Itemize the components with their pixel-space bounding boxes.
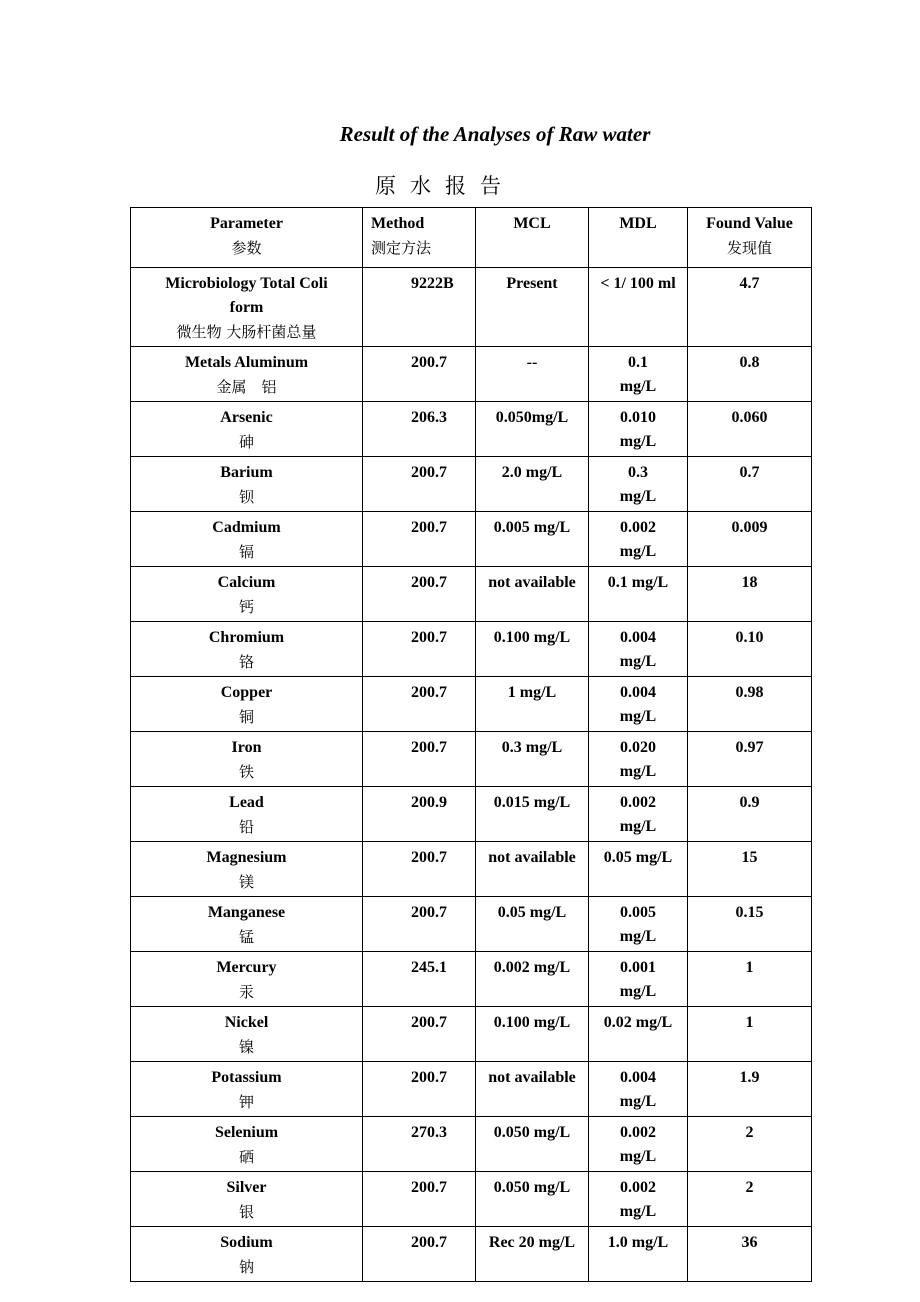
parameter-name-cn: 砷: [238, 433, 254, 451]
parameter-name-cn: 铬: [238, 653, 254, 671]
header-parameter-cn: 参数: [231, 239, 262, 257]
mdl-value: 0.002: [620, 519, 656, 536]
parameter-name-en: Metals Aluminum: [184, 354, 309, 371]
mcl-cell: 0.3 mg/L: [476, 732, 589, 787]
method-value: 200.7: [411, 849, 447, 866]
mdl-cell: [589, 567, 688, 622]
found-value-cell: 0.97: [688, 732, 812, 787]
mdl-cell: [589, 347, 688, 402]
found-value-cell: 36: [688, 1227, 812, 1282]
found-value-cell: 2: [688, 1172, 812, 1227]
mdl-value: 0.005: [620, 904, 656, 921]
mcl-cell: Present: [476, 268, 589, 347]
found-value-cell: 0.060: [688, 402, 812, 457]
mdl-unit: mg/L: [619, 488, 657, 505]
mdl-value: 0.05 mg/L: [603, 849, 673, 866]
method-cell: [363, 732, 476, 787]
mdl-value: 0.010: [620, 409, 656, 426]
mcl-cell: 0.05 mg/L: [476, 897, 589, 952]
parameter-name-cn: 硒: [238, 1148, 254, 1166]
parameter-cell: [131, 1227, 363, 1282]
mdl-cell: [589, 1007, 688, 1062]
method-value: 200.9: [411, 794, 447, 811]
method-value: 200.7: [411, 519, 447, 536]
mcl-cell: 0.050mg/L: [476, 402, 589, 457]
mdl-cell: [589, 1172, 688, 1227]
mcl-cell: 0.002 mg/L: [476, 952, 589, 1007]
mdl-value: 0.1 mg/L: [607, 574, 669, 591]
mdl-cell: [589, 457, 688, 512]
mdl-unit: mg/L: [619, 543, 657, 560]
table-row: [131, 842, 812, 897]
parameter-cell: [131, 787, 363, 842]
found-value-cell: 0.8: [688, 347, 812, 402]
mdl-unit: mg/L: [619, 1203, 657, 1220]
mdl-value: 0.02 mg/L: [603, 1014, 673, 1031]
method-value: 9222B: [411, 275, 454, 292]
table-row: [131, 787, 812, 842]
method-value: 200.7: [411, 1014, 447, 1031]
analysis-results-table: [130, 207, 812, 1282]
found-value-cell: 4.7: [688, 268, 812, 347]
parameter-name-en: Selenium: [214, 1124, 279, 1141]
parameter-cell: [131, 567, 363, 622]
mdl-value: < 1/ 100 ml: [600, 275, 676, 292]
method-cell: [363, 1117, 476, 1172]
found-value-cell: 1: [688, 1007, 812, 1062]
parameter-cell: [131, 457, 363, 512]
header-method-cn: 测定方法: [371, 239, 432, 257]
method-cell: [363, 952, 476, 1007]
parameter-name-cn: 钡: [238, 488, 254, 506]
header-found-cn: 发现值: [726, 239, 772, 257]
mdl-unit: mg/L: [619, 708, 657, 725]
table-row: [131, 677, 812, 732]
parameter-name-cn: 银: [238, 1203, 254, 1221]
found-value-cell: 1.9: [688, 1062, 812, 1117]
table-row: [131, 1172, 812, 1227]
mdl-cell: [589, 1062, 688, 1117]
mdl-unit: mg/L: [619, 378, 657, 395]
mcl-cell: 0.015 mg/L: [476, 787, 589, 842]
found-value-cell: 0.10: [688, 622, 812, 677]
mdl-unit: mg/L: [619, 433, 657, 450]
mdl-cell: [589, 1117, 688, 1172]
mcl-cell: --: [476, 347, 589, 402]
mdl-value: 0.002: [620, 794, 656, 811]
method-value: 200.7: [411, 354, 447, 371]
parameter-cell: [131, 842, 363, 897]
mcl-cell: 2.0 mg/L: [476, 457, 589, 512]
parameter-name-en: Iron: [231, 739, 262, 756]
header-method: [363, 208, 476, 268]
method-cell: [363, 1062, 476, 1117]
method-cell: [363, 1007, 476, 1062]
parameter-cell: [131, 512, 363, 567]
found-value-cell: 0.98: [688, 677, 812, 732]
report-title-english: Result of the Analyses of Raw water: [339, 122, 651, 146]
mdl-cell: [589, 897, 688, 952]
parameter-cell: [131, 347, 363, 402]
mcl-cell: Rec 20 mg/L: [476, 1227, 589, 1282]
method-value: 200.7: [411, 1179, 447, 1196]
method-cell: [363, 787, 476, 842]
mcl-cell: not available: [476, 842, 589, 897]
mcl-cell: 0.100 mg/L: [476, 622, 589, 677]
mdl-cell: [589, 622, 688, 677]
table-row: [131, 732, 812, 787]
parameter-name-en: Lead: [229, 794, 264, 811]
parameter-name-cn: 金属 铝: [216, 378, 277, 396]
mdl-unit: mg/L: [619, 653, 657, 670]
parameter-name-en: Manganese: [207, 904, 286, 921]
parameter-cell: [131, 268, 363, 347]
header-found-value: [688, 208, 812, 268]
found-value-cell: 2: [688, 1117, 812, 1172]
mdl-value: 1.0 mg/L: [607, 1234, 669, 1251]
mcl-cell: 0.050 mg/L: [476, 1117, 589, 1172]
mdl-unit: mg/L: [619, 1148, 657, 1165]
mdl-unit: mg/L: [619, 763, 657, 780]
method-cell: [363, 347, 476, 402]
method-cell: [363, 567, 476, 622]
parameter-name-cn: 钙: [238, 598, 254, 616]
parameter-cell: [131, 622, 363, 677]
found-value-cell: 0.7: [688, 457, 812, 512]
parameter-name-en: Barium: [220, 464, 273, 481]
parameter-name-en: Magnesium: [206, 849, 287, 866]
mdl-value: 0.002: [620, 1179, 656, 1196]
mdl-cell: [589, 952, 688, 1007]
parameter-name-en: Potassium: [211, 1069, 282, 1086]
parameter-name-cn: 微生物 大肠杆菌总量: [176, 323, 317, 341]
parameter-cell: [131, 402, 363, 457]
parameter-name-cn: 铁: [238, 763, 254, 781]
table-row: [131, 567, 812, 622]
mcl-cell: 1 mg/L: [476, 677, 589, 732]
table-row: [131, 897, 812, 952]
parameter-name-cn: 镁: [238, 873, 254, 891]
mdl-cell: [589, 842, 688, 897]
method-cell: [363, 268, 476, 347]
table-row: [131, 457, 812, 512]
header-parameter: [131, 208, 363, 268]
mdl-unit: mg/L: [619, 1093, 657, 1110]
mdl-cell: [589, 402, 688, 457]
table-row: [131, 622, 812, 677]
method-value: 200.7: [411, 629, 447, 646]
parameter-name-cn: 汞: [238, 983, 254, 1001]
mcl-cell: not available: [476, 567, 589, 622]
parameter-name-en: Calcium: [217, 574, 276, 591]
parameter-name-en-cont: form: [229, 299, 264, 316]
parameter-cell: [131, 1062, 363, 1117]
mdl-value: 0.004: [620, 1069, 656, 1086]
method-value: 200.7: [411, 1069, 447, 1086]
table-row: [131, 347, 812, 402]
mdl-value: 0.1: [628, 354, 648, 371]
found-value-cell: 0.15: [688, 897, 812, 952]
found-value-cell: 18: [688, 567, 812, 622]
parameter-name-en: Silver: [226, 1179, 267, 1196]
header-parameter-en: Parameter: [210, 215, 283, 232]
parameter-name-en: Arsenic: [220, 409, 273, 426]
method-cell: [363, 1172, 476, 1227]
parameter-cell: [131, 897, 363, 952]
table-row: [131, 402, 812, 457]
method-cell: [363, 512, 476, 567]
report-title-chinese: 原水报告: [375, 174, 515, 198]
parameter-cell: [131, 677, 363, 732]
mdl-value: 0.3: [628, 464, 648, 481]
mdl-cell: [589, 1227, 688, 1282]
table-row: [131, 1007, 812, 1062]
parameter-name-cn: 锰: [238, 928, 254, 946]
found-value-cell: 0.009: [688, 512, 812, 567]
found-value-cell: 15: [688, 842, 812, 897]
mdl-unit: mg/L: [619, 983, 657, 1000]
mdl-unit: mg/L: [619, 818, 657, 835]
mdl-value: 0.004: [620, 629, 656, 646]
method-value: 200.7: [411, 574, 447, 591]
method-value: 200.7: [411, 739, 447, 756]
table-header-row: [131, 208, 812, 268]
method-cell: [363, 897, 476, 952]
mdl-unit: mg/L: [619, 928, 657, 945]
method-value: 245.1: [411, 959, 447, 976]
mdl-value: 0.004: [620, 684, 656, 701]
parameter-name-en: Copper: [220, 684, 273, 701]
parameter-name-cn: 钠: [238, 1258, 254, 1276]
method-cell: [363, 457, 476, 512]
table-row: [131, 1227, 812, 1282]
mdl-cell: [589, 268, 688, 347]
parameter-name-en: Cadmium: [212, 519, 281, 536]
header-mcl: MCL: [476, 208, 589, 268]
table-row: [131, 1117, 812, 1172]
table-row: [131, 268, 812, 347]
method-value: 200.7: [411, 904, 447, 921]
header-mdl: MDL: [589, 208, 688, 268]
mdl-cell: [589, 732, 688, 787]
method-cell: [363, 622, 476, 677]
parameter-cell: [131, 1172, 363, 1227]
mdl-cell: [589, 512, 688, 567]
method-value: 200.7: [411, 684, 447, 701]
mcl-cell: 0.005 mg/L: [476, 512, 589, 567]
parameter-cell: [131, 1007, 363, 1062]
method-value: 200.7: [411, 1234, 447, 1251]
parameter-name-en: Mercury: [216, 959, 277, 976]
parameter-name-cn: 镉: [238, 543, 254, 561]
parameter-name-cn: 镍: [238, 1038, 254, 1056]
table-row: [131, 1062, 812, 1117]
header-found-en: Found Value: [706, 215, 793, 232]
method-cell: [363, 842, 476, 897]
mcl-cell: 0.100 mg/L: [476, 1007, 589, 1062]
mdl-cell: [589, 677, 688, 732]
method-value: 206.3: [411, 409, 447, 426]
table-row: [131, 512, 812, 567]
method-value: 200.7: [411, 464, 447, 481]
parameter-name-cn: 铜: [238, 708, 254, 726]
mdl-value: 0.020: [620, 739, 656, 756]
parameter-name-cn: 铅: [238, 818, 254, 836]
method-cell: [363, 1227, 476, 1282]
parameter-cell: [131, 1117, 363, 1172]
parameter-cell: [131, 732, 363, 787]
mdl-value: 0.002: [620, 1124, 656, 1141]
parameter-name-cn: 钾: [238, 1093, 254, 1111]
mdl-cell: [589, 787, 688, 842]
parameter-name-en: Nickel: [224, 1014, 269, 1031]
parameter-name-en: Microbiology Total Coli: [165, 275, 328, 292]
method-value: 270.3: [411, 1124, 447, 1141]
mcl-cell: not available: [476, 1062, 589, 1117]
mdl-value: 0.001: [620, 959, 656, 976]
mcl-cell: 0.050 mg/L: [476, 1172, 589, 1227]
found-value-cell: 0.9: [688, 787, 812, 842]
table-row: [131, 952, 812, 1007]
parameter-name-en: Chromium: [208, 629, 285, 646]
header-method-en: Method: [371, 215, 425, 232]
method-cell: [363, 402, 476, 457]
found-value-cell: 1: [688, 952, 812, 1007]
table-body: [131, 208, 812, 1282]
method-cell: [363, 677, 476, 732]
parameter-name-en: Sodium: [220, 1234, 273, 1251]
parameter-cell: [131, 952, 363, 1007]
